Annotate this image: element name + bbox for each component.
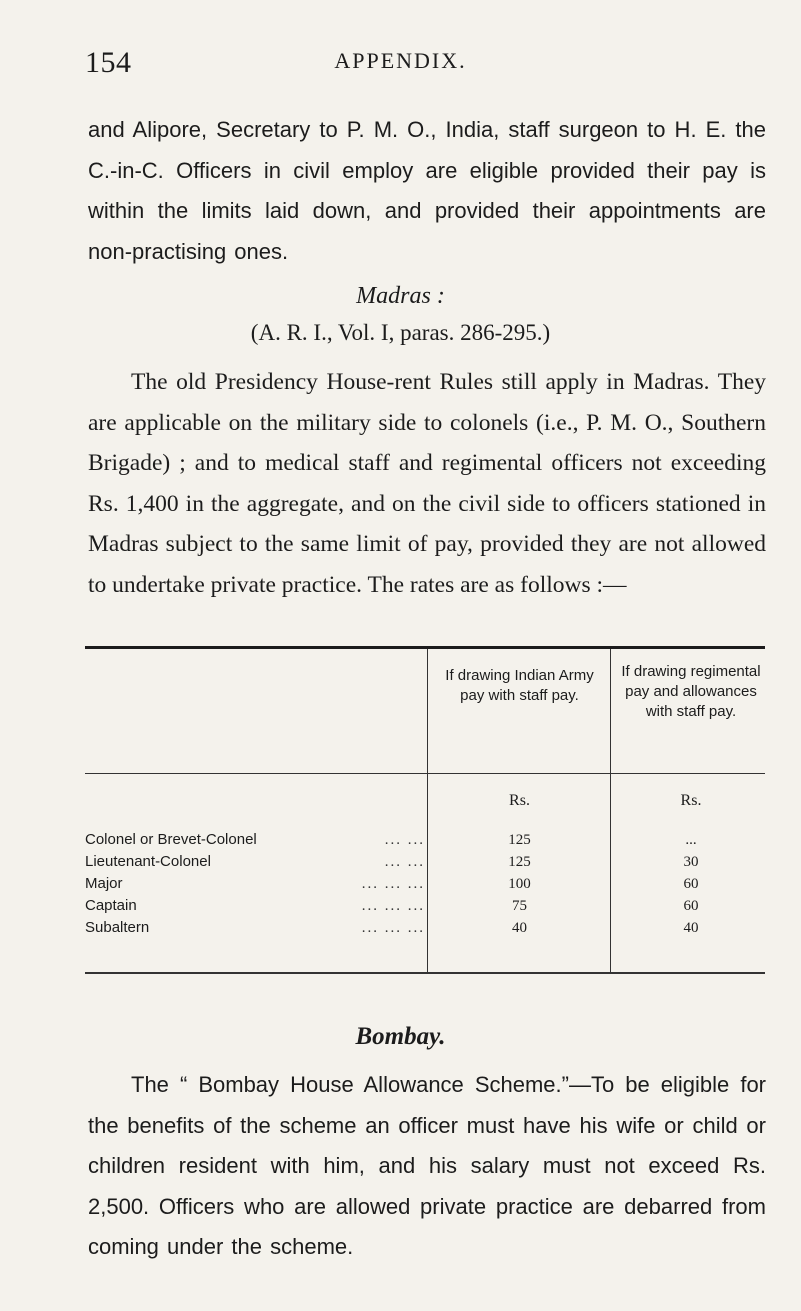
bombay-heading: Bombay.: [355, 1023, 446, 1050]
bombay-paragraph: The “ Bombay House Allowance Scheme.”—To be eligible for the benefits of the scheme an officer must have his wife or child or children resident with him, and his salary must not exceed Rs. 2,500. Officers who are allowed private practice are debarred from coming under the scheme.: [88, 1072, 766, 1259]
table-row: [85, 830, 765, 850]
units-label: Rs.: [680, 792, 702, 809]
army-pay-value: 100: [508, 876, 531, 892]
units-label: Rs.: [509, 792, 530, 809]
house-rent-table: [85, 646, 765, 976]
table-bottom-rule: [85, 972, 765, 974]
rank-label: Major: [85, 875, 123, 892]
madras-paragraph: The old Presidency House-rent Rules still apply in Madras. They are applicable on the military side to colonels (i.e., P. M. O., Southern Brigade) ; and to medical staff and regimental officers not exceeding Rs. 1,400 in the aggregate, and on the civil side to officers stationed in Madras subject to the same limit of pay, provided they are not allowed to undertake private practice. The rates are as follows :—: [88, 369, 766, 598]
army-pay-value: 125: [508, 854, 531, 870]
column-header-regimental-pay: If drawing regimental pay and allowances with staff pay.: [621, 663, 761, 720]
regimental-pay-value: ...: [685, 832, 697, 848]
table-row: [85, 874, 765, 894]
table-row: [85, 918, 765, 938]
regimental-pay-value: 60: [683, 876, 699, 892]
madras-heading: Madras :: [356, 283, 445, 309]
table-row: [85, 896, 765, 916]
army-pay-value: 75: [512, 898, 527, 914]
leader-dots: ... ... ...: [361, 920, 425, 936]
army-pay-value: 125: [508, 832, 531, 848]
rank-label: Lieutenant-Colonel: [85, 853, 211, 870]
table-top-rule: [85, 646, 765, 649]
running-head: APPENDIX.: [334, 48, 467, 73]
regimental-pay-value: 60: [683, 898, 699, 914]
rank-label: Subaltern: [85, 919, 150, 936]
army-pay-value: 40: [512, 920, 527, 936]
leader-dots: ... ... ...: [361, 876, 425, 892]
leader-dots: ... ...: [384, 854, 425, 870]
intro-paragraph: and Alipore, Secretary to P. M. O., India, staff surgeon to H. E. the C.-in-C. Officers in civil employ are eligible provided their pay is within the limits laid down, and provided their appointments are non-practising ones.: [88, 117, 766, 264]
rank-label: Colonel or Brevet-Colonel: [85, 831, 257, 848]
madras-reference: (A. R. I., Vol. I, paras. 286-295.): [250, 320, 551, 345]
regimental-pay-value: 30: [683, 854, 699, 870]
table-row: [85, 852, 765, 872]
rank-label: Captain: [85, 897, 137, 914]
column-header-army-pay: If drawing Indian Army pay with staff pay.: [445, 667, 594, 704]
table-header-rule: [85, 773, 765, 774]
leader-dots: ... ...: [384, 832, 425, 848]
page-number: 154: [85, 46, 132, 79]
leader-dots: ... ... ...: [361, 898, 425, 914]
regimental-pay-value: 40: [683, 920, 699, 936]
